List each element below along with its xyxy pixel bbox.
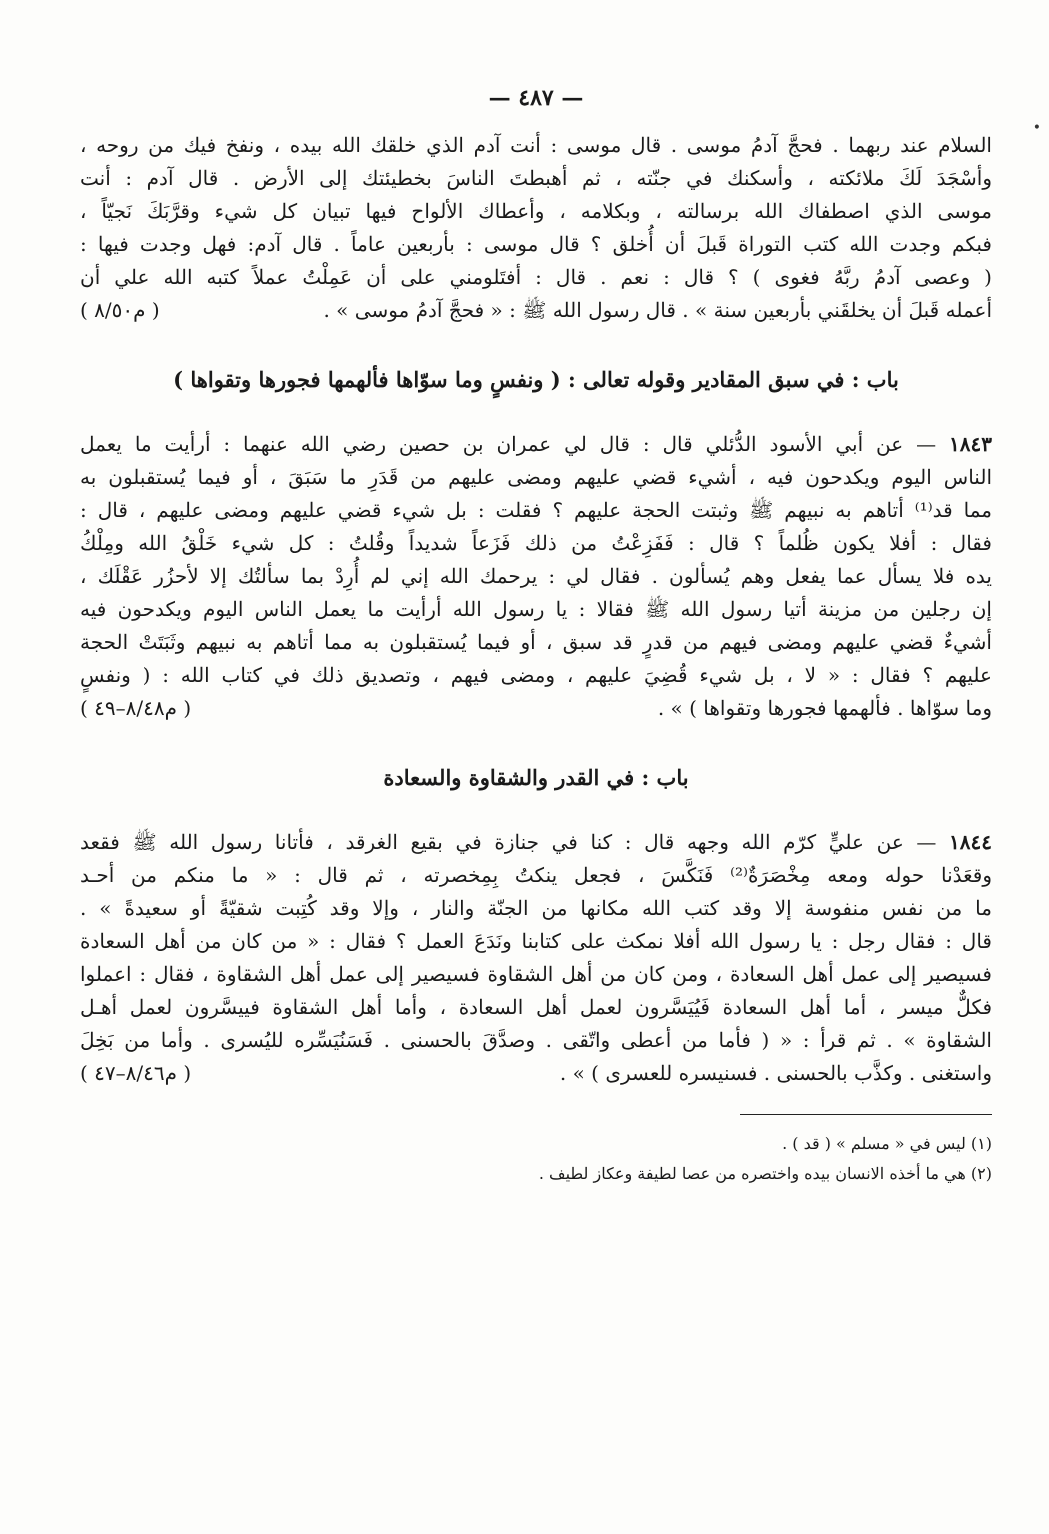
text-line: الشقاوة » . ثم قرأ : « ( فأما من أعطى واتّقى . وصدَّقَ بالحسنى . فَسَنُيَسِّره لليُسرى . وأما من بَخِلَ bbox=[80, 1028, 992, 1052]
text-line: الناس اليوم ويكدحون فيه ، أشيء قضي عليهم ومضى عليهم من قَدَرِ ما سَبَقَ ، أو فيما يُستقبلون به bbox=[80, 465, 992, 489]
margin-mark: • bbox=[1032, 120, 1041, 136]
text-line: فكلٌّ ميسر ، أما أهل السعادة فَيُيَسَّرون لعمل أهل السعادة ، وأما أهل الشقاوة فييسَّرون لعمل أهـل bbox=[80, 995, 992, 1019]
text-line: فقال : أفلا يكون ظُلماً ؟ قال : فَفَزِعْتُ من ذلك فَزَعاً شديداً وقُلتُ : كل شيء خَلْقُ الله ومِلْكُ bbox=[80, 531, 992, 555]
footnote: (١) ليس في « مسلم » ( قد ) . bbox=[782, 1134, 992, 1153]
text-line-with-reference bbox=[80, 294, 992, 327]
source-reference: ( م٨/٤٦–٤٧ ) bbox=[80, 1061, 192, 1085]
footnote: (٢) هي ما أخذه الانسان بيده واختصره من عصا لطيفة وعكاز لطيف . bbox=[538, 1164, 992, 1183]
section-continuation bbox=[80, 129, 992, 327]
text-line: — عن أبي الأسود الدُّئلي قال : قال لي عمران بن حصين رضي الله عنهما : أرأيت ما يعمل bbox=[80, 432, 937, 456]
text-line: أشيءٌ قضي عليهم ومضى فيهم من قدرٍ قد سبق ، أو فيما يُستقبلون به مما أتاهم به نبيهم وثَبَتَتْ الحجة bbox=[80, 630, 992, 654]
text-line: — عن عليٍّ كرّم الله وجهه قال : كنا في جنازة في بقيع الغرقد ، فأتانا رسول الله ﷺ فقعد bbox=[80, 830, 937, 854]
text-line: ( وعصى آدمُ ربَّهُ فغوى ) ؟ قال : نعم . قال : أفتَلومني على أن عَمِلْتُ عملاً كتبه الله علي أن bbox=[80, 265, 992, 289]
text-line: وما سوّاها . فألهمها فجورها وتقواها ) » . bbox=[657, 696, 992, 720]
text-line: فسيصير إلى عمل أهل السعادة ، ومن كان من أهل الشقاوة فسيصير إلى عمل أهل الشقاوة ، فقال : اعملوا bbox=[80, 962, 992, 986]
text-line: إن رجلين من مزينة أتيا رسول الله ﷺ فقالا : يا رسول الله أرأيت ما يعمل الناس اليوم ويكدحون فيه bbox=[80, 597, 992, 621]
text-line-with-reference bbox=[80, 1057, 992, 1090]
text-line: ما من نفس منفوسة إلا وقد كتب الله مكانها من الجنّة والنار ، وإلا وقد كُتِبت شقيّةً أو سعيدةً » . bbox=[80, 896, 992, 920]
chapter-heading: باب : في القدر والشقاوة والسعادة bbox=[383, 765, 689, 790]
hadith-number: ١٨٤٤ bbox=[949, 830, 992, 854]
source-reference: ( م٨/٤٨–٤٩ ) bbox=[80, 696, 192, 720]
text-line: موسى الذي اصطفاك الله برسالته ، وبكلامه ، وأعطاك الألواح فيها تبيان كل شيء وقرَّبَكَ نَجيّاً ، bbox=[80, 199, 992, 223]
text-line: قال : فقال رجل : يا رسول الله أفلا نمكث على كتابنا ونَدَعَ العمل ؟ فقال : « من كان من أهل السعادة bbox=[80, 929, 992, 953]
text-line: وأسْجَدَ لَكَ ملائكته ، وأسكنك في جنّته ، ثم أهبطتَ الناسَ بخطيئتك إلى الأرض . قال آدم : أنت bbox=[80, 166, 992, 190]
footnote-divider bbox=[740, 1114, 992, 1115]
text-line-with-number bbox=[80, 826, 992, 859]
hadith-1844 bbox=[80, 826, 992, 1090]
footnotes bbox=[80, 1129, 992, 1189]
text-line: وقعَدْنا حوله ومعه مِخْصَرَةٌ⁽²⁾ فَنَكَّسَ ، فجعل ينكتُ بِمِخصرته ، ثم قال : « ما منكم من أحـد bbox=[80, 863, 992, 887]
text-line: فبكم وجدت الله كتب التوراة قَبلَ أن أُخلق ؟ قال موسى : بأربعين عاماً . قال آدم: فهل وجدت فيها : bbox=[80, 232, 992, 256]
page-number: — ٤٨٧ — bbox=[488, 85, 584, 111]
text-line: واستغنى . وكذَّب بالحسنى . فسنيسره للعسرى ) » . bbox=[559, 1061, 992, 1085]
text-line: أعمله قَبلَ أن يخلقَني بأربعين سنة » . قال رسول الله ﷺ : « فحجَّ آدمُ موسى » . bbox=[323, 298, 992, 322]
text-line: يده فلا يسأل عما يفعل وهم يُسألون . فقال لي : يرحمك الله إني لم أُرِدْ بما سألتُك إلا لأحزُر عَقْلَك ، bbox=[80, 564, 992, 588]
text-line: عليهم ؟ فقال : « لا ، بل شيء قُضِيَ عليهم ، ومضى فيهم ، وتصديق ذلك في كتاب الله : ( ونفسٍ bbox=[80, 663, 992, 687]
page bbox=[80, 85, 992, 1189]
hadith-number: ١٨٤٣ bbox=[949, 432, 992, 456]
text-line: السلام عند ربهما . فحجَّ آدمُ موسى . قال موسى : أنت آدم الذي خلقك الله بيده ، ونفخ فيك من روحه ، bbox=[80, 133, 992, 157]
text-line: مما قد⁽¹⁾ أتاهم به نبيهم ﷺ وثبتت الحجة عليهم ؟ فقلت : بل شيء قضي عليهم ومضى عليهم ، قال : bbox=[80, 498, 992, 522]
chapter-heading: باب : في سبق المقادير وقوله تعالى : ( ونفسٍ وما سوّاها فألهمها فجورها وتقواها ) bbox=[173, 367, 899, 392]
text-line-with-reference bbox=[80, 692, 992, 725]
source-reference: ( م٨/٥٠ ) bbox=[80, 298, 160, 322]
hadith-1843 bbox=[80, 428, 992, 725]
text-line-with-number bbox=[80, 428, 992, 461]
